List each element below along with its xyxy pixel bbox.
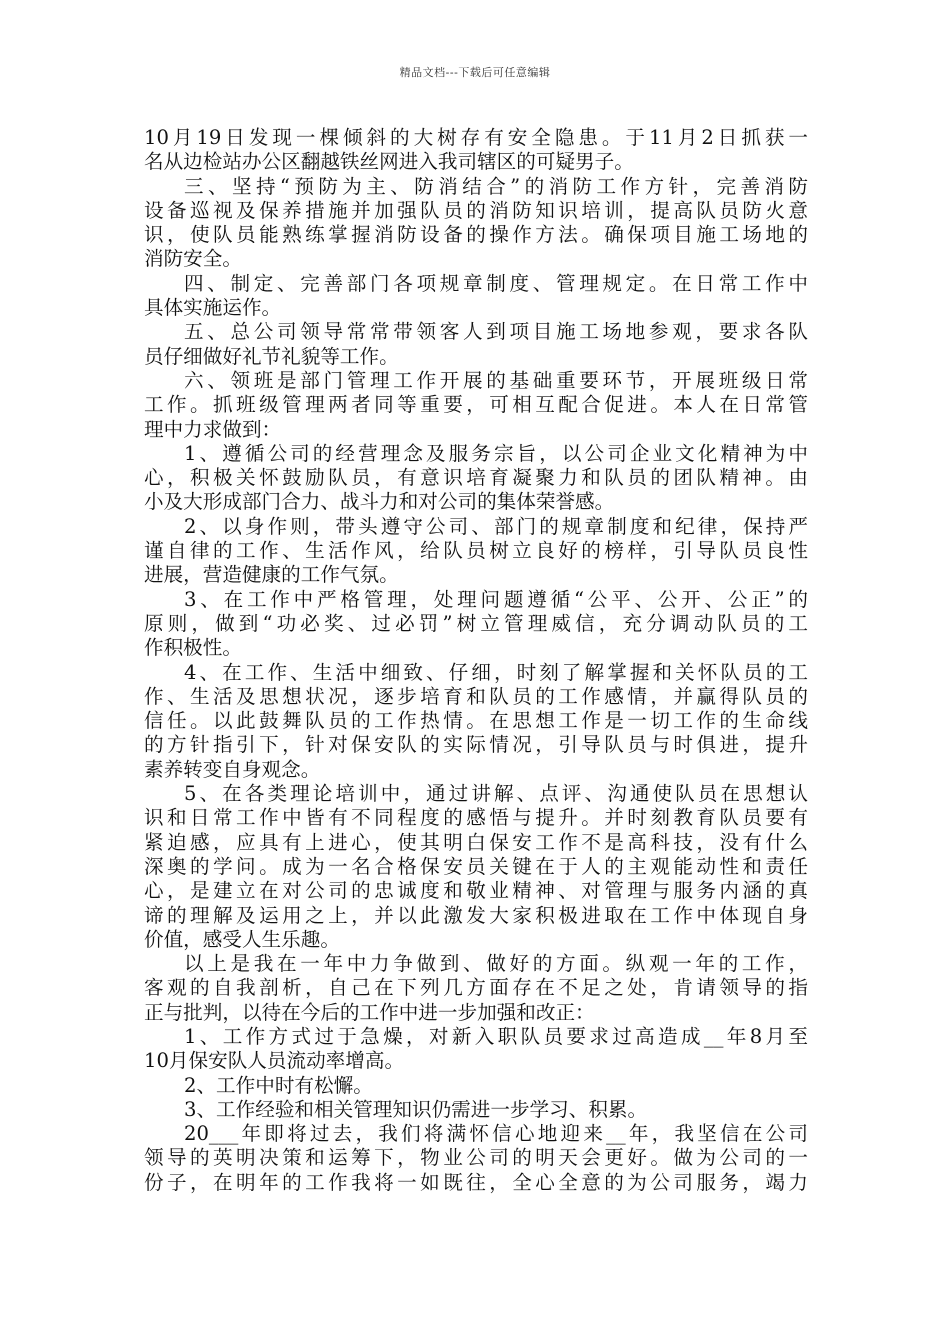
text-line: 1、遵循公司的经营理念及服务宗旨，以公司企业文化精神为中	[184, 441, 808, 465]
text-line: 消防安全。	[144, 247, 242, 271]
text-line: 深奥的学问。成为一名合格保安员关键在于人的主观能动性和责任	[144, 854, 808, 878]
text-line: 客观的自我剖析，自己在下列几方面存在不足之处，肯请领导的指	[144, 976, 808, 1000]
text-line: 心，是建立在对公司的忠诚度和敬业精神、对管理与服务内涵的真	[144, 879, 808, 903]
text-line: 信任。以此鼓舞队员的工作热情。在思想工作是一切工作的生命线	[144, 709, 808, 733]
text-line: 员仔细做好礼节礼貌等工作。	[144, 344, 399, 368]
text-line: 识和日常工作中皆有不同程度的感悟与提升。并时刻教育队员要有	[144, 806, 808, 830]
text-line: 名从边检站办公区翻越铁丝网进入我司辖区的可疑男子。	[144, 150, 634, 174]
text-line: 10月19日发现一棵倾斜的大树存有安全隐患。于11月2日抓获一	[144, 126, 808, 149]
text-line: 价值，感受人生乐趣。	[144, 927, 340, 951]
text-line: 以上是我在一年中力争做到、做好的方面。纵观一年的工作，	[184, 952, 808, 976]
text-line: 谛的理解及运用之上，并以此激发大家积极进取在工作中体现自身	[144, 903, 808, 927]
document-body	[144, 126, 808, 1195]
text-line: 心，积极关怀鼓励队员，有意识培育凝聚力和队员的团队精神。由	[144, 466, 808, 490]
text-line: 谨自律的工作、生活作风，给队员树立良好的榜样，引导队员良性	[144, 539, 808, 563]
text-line: 理中力求做到：	[144, 417, 282, 441]
page-header: 精品文档---下载后可任意编辑	[399, 66, 551, 79]
text-line: 六、领班是部门管理工作开展的基础重要环节，开展班级日常	[184, 368, 808, 392]
text-line: 作、生活及思想状况，逐步培育和队员的工作感情，并赢得队员的	[144, 684, 808, 708]
text-line: 的方针指引下，针对保安队的实际情况，引导队员与时俱进，提升	[144, 733, 808, 757]
text-line: 10月保安队人员流动率增高。	[144, 1049, 405, 1073]
text-line: 领导的英明决策和运筹下，物业公司的明天会更好。做为公司的一	[144, 1146, 808, 1170]
text-line: 3、在工作中严格管理，处理问题遵循“公平、公开、公正”的	[184, 587, 808, 611]
text-line: 工作。抓班级管理两者同等重要，可相互配合促进。本人在日常管	[144, 393, 808, 417]
text-line: 原则，做到“功必奖、过必罚”树立管理威信，充分调动队员的工	[144, 611, 808, 635]
text-line: 1、工作方式过于急燥，对新入职队员要求过高造成__年8月至	[184, 1024, 808, 1048]
text-line: 识，使队员能熟练掌握消防设备的操作方法。确保项目施工场地的	[144, 223, 808, 247]
text-line: 素养转变自身观念。	[144, 757, 321, 781]
text-line: 2、工作中时有松懈。	[184, 1073, 373, 1097]
text-line: 3、工作经验和相关管理知识仍需进一步学习、积累。	[184, 1097, 648, 1121]
text-line: 2、以身作则，带头遵守公司、部门的规章制度和纪律，保持严	[184, 514, 808, 538]
text-line: 5、在各类理论培训中，通过讲解、点评、沟通使队员在思想认	[184, 782, 808, 806]
text-line: 设备巡视及保养措施并加强队员的消防知识培训，提高队员防火意	[144, 198, 808, 222]
text-line: 作积极性。	[144, 636, 242, 660]
text-line: 紧迫感，应具有上进心，使其明白保安工作不是高科技，没有什么	[144, 830, 808, 854]
text-line: 小及大形成部门合力、战斗力和对公司的集体荣誉感。	[144, 490, 615, 514]
text-line: 4、在工作、生活中细致、仔细，时刻了解掌握和关怀队员的工	[184, 660, 808, 684]
text-line: 三、坚持“预防为主、防消结合”的消防工作方针，完善消防	[184, 174, 808, 198]
text-line: 四、制定、完善部门各项规章制度、管理规定。在日常工作中	[184, 271, 808, 295]
text-line: 具体实施运作。	[144, 296, 282, 320]
text-line: 20___年即将过去，我们将满怀信心地迎来__年，我坚信在公司	[184, 1122, 808, 1146]
text-line: 进展，营造健康的工作气氛。	[144, 563, 399, 587]
text-line: 正与批判，以待在今后的工作中进一步加强和改正：	[144, 1000, 595, 1024]
text-line: 五、总公司领导常常带领客人到项目施工场地参观，要求各队	[184, 320, 808, 344]
text-line: 份子，在明年的工作我将一如既往，全心全意的为公司服务，竭力	[144, 1170, 808, 1194]
